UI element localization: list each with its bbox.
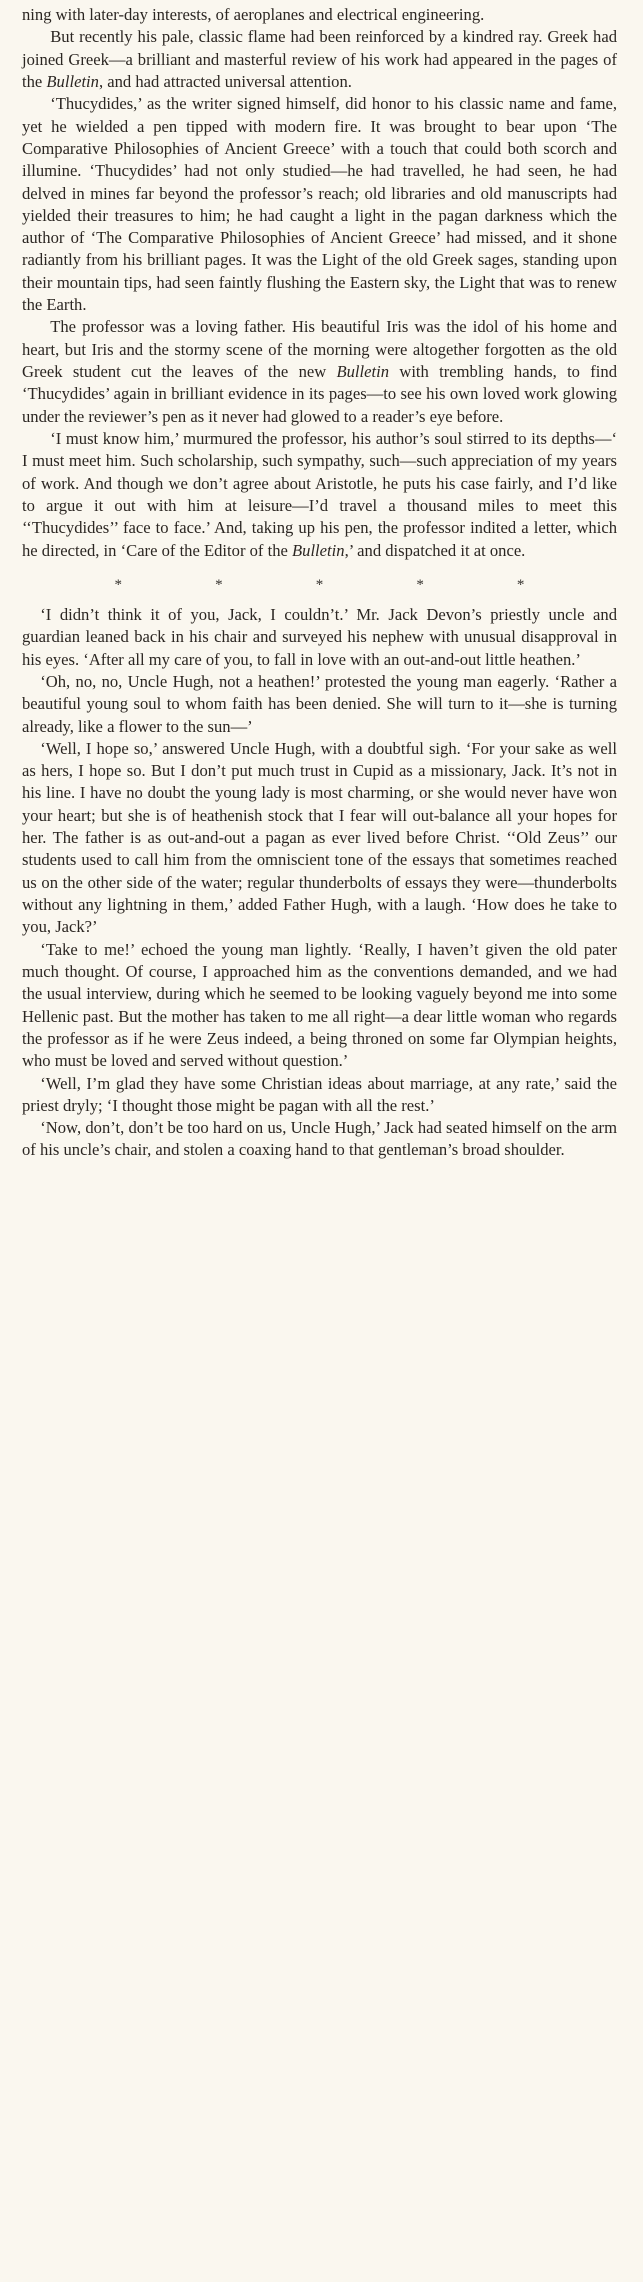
- paragraph: ‘Thucydides,’ as the writer signed himself, did honor to his classic name and fame, yet he wielded a pen tipped with modern fire. It was brought to bear upon ‘The Comparative Philosophies of Ancient Greece’ with a touch that could both scorch and illumine. ‘Thucydides’ had not only studied—he had travelled, he had seen, he had delved in mines far beyond the professor’s reach; old libraries and old manuscripts had yielded their treasures to him; he had caught a light in the pagan darkness which the author of ‘The Comparative Philosophies of Ancient Greece’ had missed, and it shone radiantly from his brilliant pages. It was the Light of the old Greek sages, standing upon their mountain tips, had seen faintly flushing the Eastern sky, the Light that was to renew the Earth.: [22, 94, 617, 315]
- paragraph: ‘I didn’t think it of you, Jack, I couldn’t.’ Mr. Jack Devon’s priestly uncle and guardian leaned back in his chair and surveyed his nephew with unusual disapproval in his eyes. ‘After all my care of you, to fall in love with an out-and-out little heathen.’: [22, 604, 617, 669]
- paragraph: ‘I must know him,’ murmured the professor, his author’s soul stirred to its depths—‘ I must meet him. Such scholarship, such sympathy, such—such appreciation of my years of work. And though we don’t agree about Aristotle, he puts his case fairly, and I’d like to argue it out with him at leisure—I’d travel a thousand miles to meet this ‘‘Thucydides’’ face to face.’ And, taking up his pen, the professor indited a letter, which he directed, in ‘Care of the Editor of the Bulletin,’ and dispatched it at once.: [22, 428, 617, 560]
- scene-break-star: *: [516, 576, 525, 593]
- scene-break: [22, 575, 617, 595]
- scene-break-star: *: [416, 576, 424, 593]
- scene-break-star: *: [315, 576, 324, 593]
- paragraph: ning with later-day interests, of aeroplanes and electrical engineering.: [22, 5, 485, 24]
- paragraph: But recently his pale, classic flame had been reinforced by a kindred ray. Greek had joined Greek—a brilliant and masterful review of his work had appeared in the pages of the Bulletin, and had attracted universal attention.: [22, 27, 617, 91]
- paragraph: The professor was a loving father. His beautiful Iris was the idol of his home and heart, but Iris and the stormy scene of the morning were altogether forgotten as the old Greek student cut the leaves of the new Bulletin with trembling hands, to find ‘Thucydides’ again in brilliant evidence in its pages—to see his own loved work glowing under the reviewer’s pen as it never had glowed to a reader’s eye before.: [22, 317, 617, 426]
- paragraph: ‘Take to me!’ echoed the young man lightly. ‘Really, I haven’t given the old pater much thought. Of course, I approached him as the conventions demanded, and we had the usual interview, during which he seemed to be looking vaguely beyond me into some Hellenic past. But the mother has taken to me all right—a dear little woman who regards the professor as if he were Zeus indeed, a being throned on some far Olympian heights, who must be loved and served without question.’: [22, 939, 617, 1071]
- paragraph: ‘Well, I’m glad they have some Christian ideas about marriage, at any rate,’ said the priest dryly; ‘I thought those might be pagan with all the rest.’: [22, 1073, 617, 1115]
- scene-break-star: *: [114, 576, 123, 593]
- scene-break-star: *: [215, 576, 223, 593]
- paragraph: ‘Well, I hope so,’ answered Uncle Hugh, with a doubtful sigh. ‘For your sake as well as hers, I hope so. But I don’t put much trust in Cupid as a missionary, Jack. It’s not in his line. I have no doubt the young lady is most charming, or she would never have won your heart; but she is of heathenish stock that I fear will out-balance all your hopes for her. The father is as out-and-out a pagan as ever lived before Christ. ‘‘Old Zeus’’ our students used to call him from the omniscient tone of the essays that sometimes reached us on the other side of the water; regular thunderbolts of essays they were—thunderbolts without any lightning in them,’ added Father Hugh, with a laugh. ‘How does he take to you, Jack?’: [22, 738, 617, 937]
- paragraph: ‘Oh, no, no, Uncle Hugh, not a heathen!’ protested the young man eagerly. ‘Rather a beautiful young soul to whom faith has been denied. She will turn to it—she is turning already, like a flower to the sun—’: [22, 671, 617, 736]
- text-column: [22, 4, 617, 1162]
- paragraph: ‘Now, don’t, don’t be too hard on us, Uncle Hugh,’ Jack had seated himself on the arm of his uncle’s chair, and stolen a coaxing hand to that gentleman’s broad shoulder.: [22, 1118, 617, 1160]
